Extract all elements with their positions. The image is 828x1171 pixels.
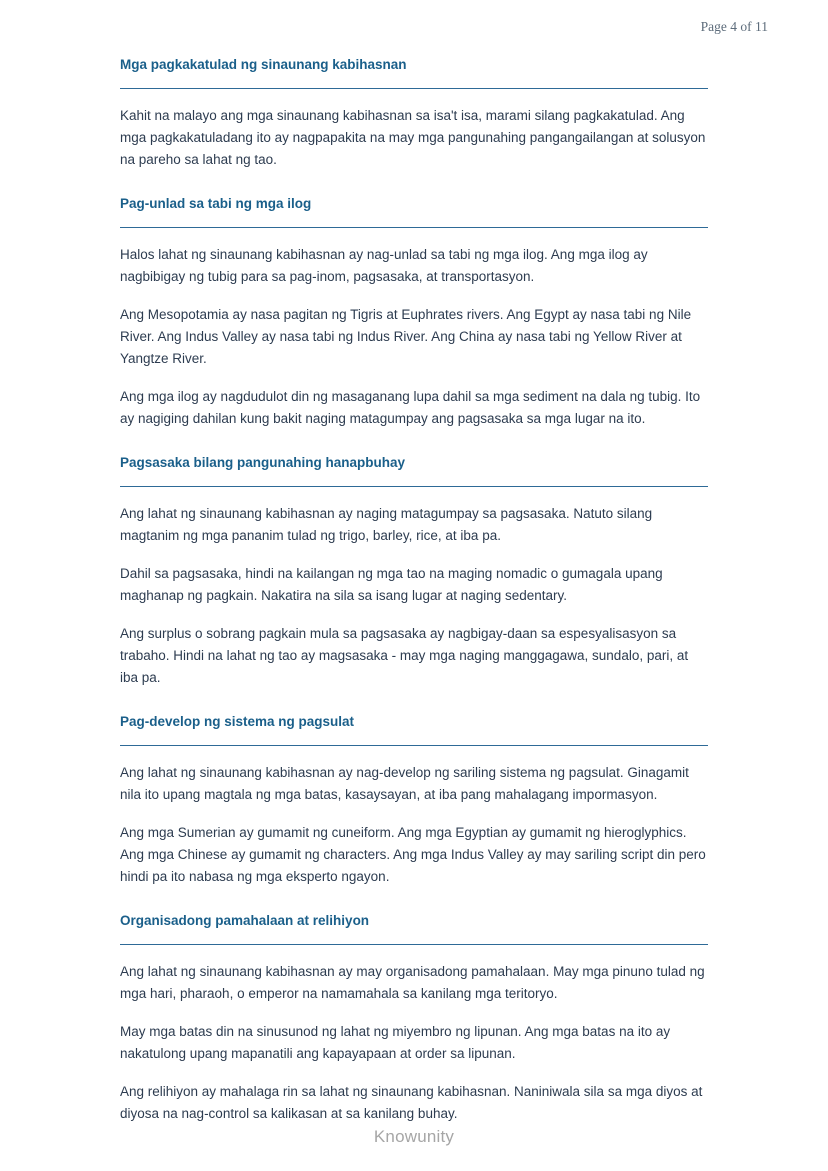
section-river-development: [120, 196, 708, 430]
section-similarities: [120, 57, 708, 171]
paragraph: Ang lahat ng sinaunang kabihasnan ay naging matagumpay sa pagsasaka. Natuto silang magtanim ng mga pananim tulad ng trigo, barley, rice, at iba pa.: [120, 506, 653, 543]
section-government-religion: [120, 913, 708, 1125]
section-writing-systems: [120, 714, 708, 888]
paragraph: Kahit na malayo ang mga sinaunang kabihasnan sa isa't isa, marami silang pagkakatulad. Ang mga pagkakatuladang ito ay nagpapakita na may mga pangunahing pangangailangan at solusyon na pareho sa lahat ng tao.: [120, 108, 706, 167]
paragraph: Ang Mesopotamia ay nasa pagitan ng Tigris at Euphrates rivers. Ang Egypt ay nasa tabi ng Nile River. Ang Indus Valley ay nasa tabi ng Indus River. Ang China ay nasa tabi ng Yellow River at Yangtze River.: [120, 307, 692, 366]
section-heading: Pag-develop ng sistema ng pagsulat: [120, 714, 708, 746]
document-content: [120, 57, 708, 1125]
paragraph: Ang lahat ng sinaunang kabihasnan ay may organisadong pamahalaan. May mga pinuno tulad ng mga hari, pharaoh, o emperor na namamahala sa kanilang mga teritoryo.: [120, 964, 705, 1001]
section-agriculture: [120, 455, 708, 689]
section-heading: Pag-unlad sa tabi ng mga ilog: [120, 196, 708, 228]
page-indicator: Page 4 of 11: [700, 19, 768, 34]
paragraph: Ang lahat ng sinaunang kabihasnan ay nag-develop ng sariling sistema ng pagsulat. Ginagamit nila ito upang magtala ng mga batas, kasaysayan, at iba pang mahalagang impormasyon.: [120, 765, 689, 802]
paragraph: Dahil sa pagsasaka, hindi na kailangan ng mga tao na maging nomadic o gumagala upang maghanap ng pagkain. Nakatira na sila sa isang lugar at naging sedentary.: [120, 566, 663, 603]
paragraph: Ang surplus o sobrang pagkain mula sa pagsasaka ay nagbigay-daan sa espesyalisasyon sa trabaho. Hindi na lahat ng tao ay magsasaka - may mga naging manggagawa, sundalo, pari, at iba pa.: [120, 626, 689, 685]
paragraph: Halos lahat ng sinaunang kabihasnan ay nag-unlad sa tabi ng mga ilog. Ang mga ilog ay nagbibigay ng tubig para sa pag-inom, pagsasaka, at transportasyon.: [120, 247, 648, 284]
paragraph: Ang relihiyon ay mahalaga rin sa lahat ng sinaunang kabihasnan. Naniniwala sila sa mga diyos at diyosa na nag-control sa kalikasan at sa kanilang buhay.: [120, 1084, 703, 1121]
paragraph: Ang mga ilog ay nagdudulot din ng masaganang lupa dahil sa mga sediment na dala ng tubig. Ito ay nagiging dahilan kung bakit naging matagumpay ang pagsasaka sa mga lugar na ito.: [120, 389, 701, 426]
section-heading: Pagsasaka bilang pangunahing hanapbuhay: [120, 455, 708, 487]
section-heading: Mga pagkakatulad ng sinaunang kabihasnan: [120, 57, 708, 89]
paragraph: May mga batas din na sinusunod ng lahat ng miyembro ng lipunan. Ang mga batas na ito ay nakatulong upang mapanatili ang kapayapaan at order sa lipunan.: [120, 1024, 671, 1061]
knowunity-watermark: Knowunity: [373, 1127, 455, 1146]
paragraph: Ang mga Sumerian ay gumamit ng cuneiform. Ang mga Egyptian ay gumamit ng hieroglyphics. Ang mga Chinese ay gumamit ng characters. Ang mga Indus Valley ay may sariling script din pero hindi pa ito nabasa ng mga eksperto ngayon.: [120, 825, 706, 884]
section-heading: Organisadong pamahalaan at relihiyon: [120, 913, 708, 945]
